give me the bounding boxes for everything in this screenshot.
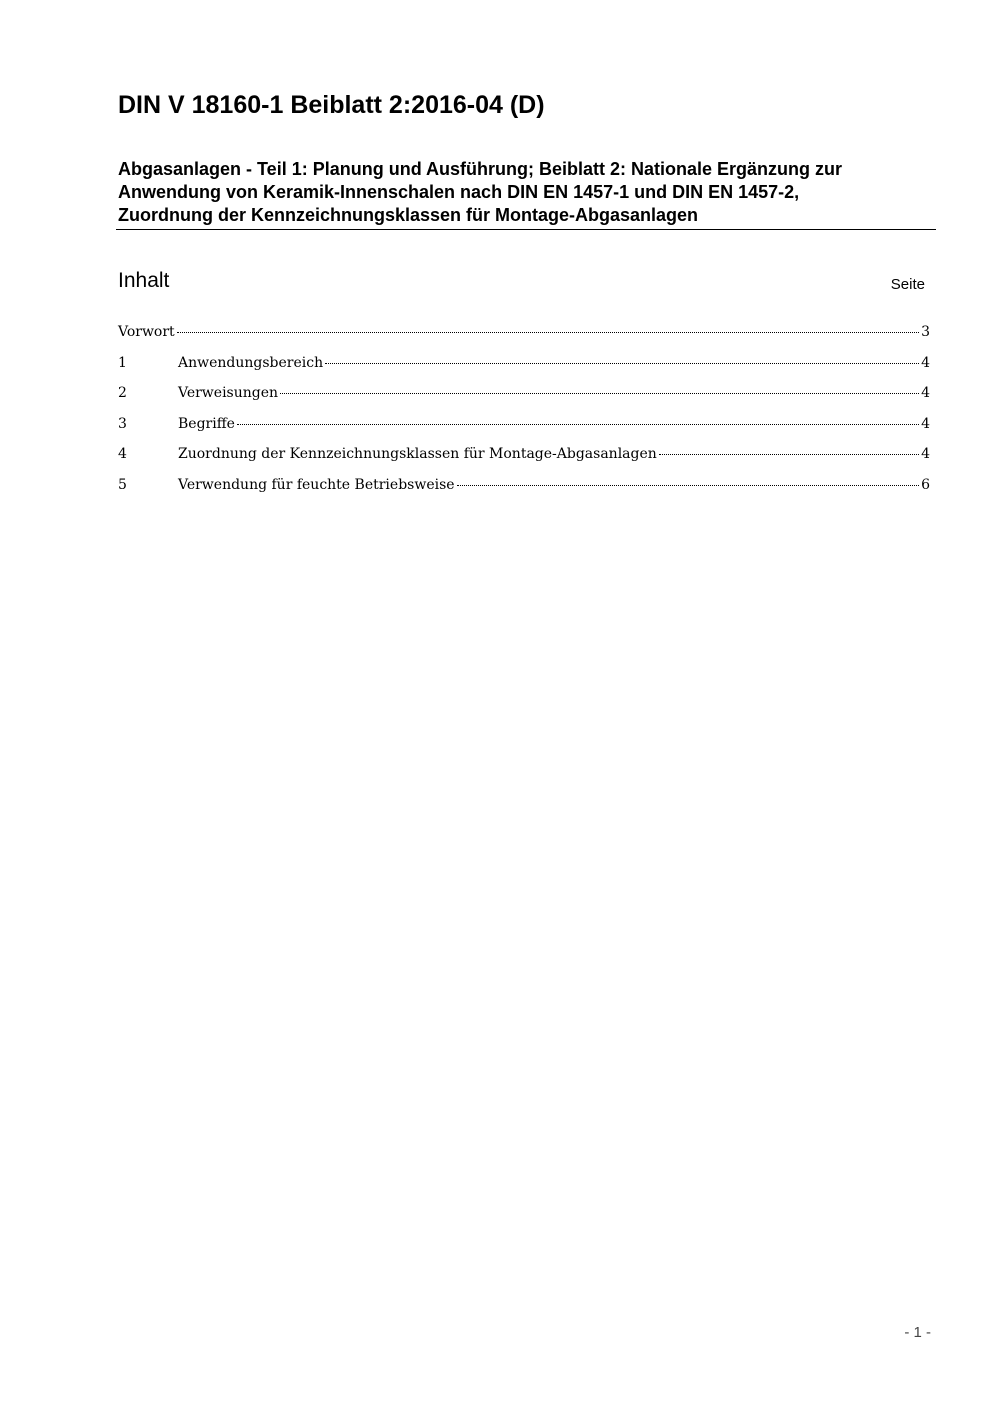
toc-entry-page: 3 [921,324,930,340]
toc-entry-number: 4 [118,446,127,463]
toc-entry-label: Verwendung für feuchte Betriebsweise [178,476,455,493]
document-subtitle [116,158,936,230]
toc-entry-page: 4 [921,385,930,402]
toc-entry-page: 4 [921,446,930,463]
toc-page-column-label: Seite [890,276,925,293]
toc-entry-page: 4 [921,415,930,432]
toc-entry-3[interactable] [118,416,930,447]
toc-dot-leader [659,454,919,455]
toc-dot-leader [280,393,919,394]
subtitle-line: Anwendung von Keramik-Innenschalen nach DIN EN 1457-1 und DIN EN 1457-2, [118,182,800,202]
document-title: DIN V 18160-1 Beiblatt 2:2016-04 (D) [118,91,545,119]
toc-entry-4[interactable] [118,446,930,477]
toc-dot-leader [457,485,920,486]
toc-entry-label: Zuordnung der Kennzeichnungsklassen für Montage-Abgasanlagen [178,446,657,463]
toc-entry-vorwort[interactable] [118,324,930,355]
toc-entry-5[interactable] [118,477,930,508]
page-number: - 1 - [904,1324,931,1341]
toc-entry-label: Anwendungsbereich [178,354,324,371]
table-of-contents [118,324,930,508]
toc-heading: Inhalt [118,269,170,292]
toc-entry-2[interactable] [118,385,930,416]
subtitle-line: Zuordnung der Kennzeichnungsklassen für Montage-Abgasanlagen [118,205,699,225]
toc-entry-number: 5 [118,476,127,493]
toc-entry-page: 4 [921,354,930,371]
toc-entry-number: 1 [118,354,127,371]
subtitle-line: Abgasanlagen - Teil 1: Planung und Ausführung; Beiblatt 2: Nationale Ergänzung zur [118,159,843,179]
toc-entry-label: Verweisungen [178,385,279,402]
toc-entry-label: Begriffe [178,415,235,432]
toc-entry-label: Vorwort [118,324,175,340]
toc-entry-1[interactable] [118,355,930,386]
toc-entry-page: 6 [921,476,930,493]
toc-dot-leader [237,424,919,425]
toc-entry-number: 3 [118,415,127,432]
toc-entry-number: 2 [118,385,127,402]
toc-dot-leader [177,332,919,333]
toc-dot-leader [325,363,919,364]
